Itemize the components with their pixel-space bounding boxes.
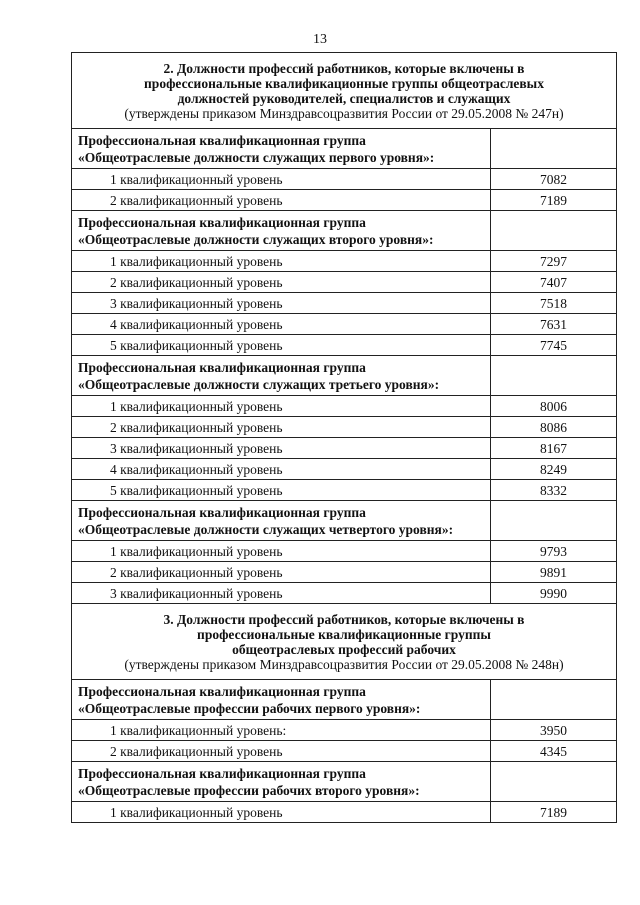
level-row (72, 541, 617, 562)
group-title-line: «Общеотраслевые должности служащих первого уровня»: (78, 150, 435, 165)
section-title-row (72, 604, 617, 680)
level-value: 9793 (491, 541, 617, 562)
group-title-line: «Общеотраслевые профессии рабочих первого уровня»: (78, 701, 421, 716)
level-value: 8332 (491, 480, 617, 501)
group-title (72, 501, 491, 541)
salary-table (71, 52, 617, 823)
section-title (72, 53, 617, 129)
section-title-line: профессиональные квалификационные группы общеотраслевых (144, 76, 544, 91)
section-approval-note: (утверждены приказом Минздравсоцразвития России от 29.05.2008 № 247н) (124, 106, 564, 121)
level-label: 5 квалификационный уровень (72, 480, 491, 501)
level-label: 2 квалификационный уровень (72, 190, 491, 211)
level-row (72, 417, 617, 438)
group-value-empty (491, 680, 617, 720)
level-row (72, 562, 617, 583)
group-header-row (72, 356, 617, 396)
group-title (72, 129, 491, 169)
level-row (72, 396, 617, 417)
level-value: 3950 (491, 720, 617, 741)
level-value: 7189 (491, 802, 617, 823)
section-approval-note: (утверждены приказом Минздравсоцразвития России от 29.05.2008 № 248н) (124, 657, 564, 672)
level-value: 7518 (491, 293, 617, 314)
page-number: 13 (313, 32, 327, 47)
table-body (72, 53, 617, 823)
group-header-row (72, 680, 617, 720)
level-row (72, 293, 617, 314)
level-label: 2 квалификационный уровень (72, 272, 491, 293)
level-value: 7297 (491, 251, 617, 272)
level-label: 4 квалификационный уровень (72, 459, 491, 480)
group-title (72, 762, 491, 802)
group-value-empty (491, 501, 617, 541)
section-title-line: общеотраслевых профессий рабочих (232, 642, 456, 657)
group-title-line: Профессиональная квалификационная группа (78, 684, 366, 699)
level-row (72, 741, 617, 762)
level-row (72, 251, 617, 272)
level-row (72, 720, 617, 741)
group-value-empty (491, 211, 617, 251)
level-value: 7631 (491, 314, 617, 335)
group-title-line: Профессиональная квалификационная группа (78, 766, 366, 781)
section-title (72, 604, 617, 680)
level-value: 9891 (491, 562, 617, 583)
group-header-row (72, 762, 617, 802)
level-value: 8249 (491, 459, 617, 480)
group-title-line: «Общеотраслевые должности служащих третьего уровня»: (78, 377, 440, 392)
level-label: 1 квалификационный уровень (72, 396, 491, 417)
level-value: 8086 (491, 417, 617, 438)
level-row (72, 272, 617, 293)
level-label: 1 квалификационный уровень (72, 251, 491, 272)
group-header-row (72, 129, 617, 169)
level-row (72, 459, 617, 480)
level-label: 3 квалификационный уровень (72, 583, 491, 604)
level-row (72, 583, 617, 604)
group-header-row (72, 501, 617, 541)
level-value: 7407 (491, 272, 617, 293)
level-row (72, 190, 617, 211)
level-label: 1 квалификационный уровень (72, 802, 491, 823)
group-title-line: «Общеотраслевые профессии рабочих второго уровня»: (78, 783, 420, 798)
level-value: 7745 (491, 335, 617, 356)
group-title-line: Профессиональная квалификационная группа (78, 133, 366, 148)
section-title-row (72, 53, 617, 129)
group-title (72, 356, 491, 396)
group-value-empty (491, 762, 617, 802)
group-value-empty (491, 356, 617, 396)
group-title-line: «Общеотраслевые должности служащих второго уровня»: (78, 232, 434, 247)
section-title-line: 3. Должности профессий работников, которые включены в (163, 612, 525, 627)
level-value: 8006 (491, 396, 617, 417)
level-row (72, 169, 617, 190)
level-label: 2 квалификационный уровень (72, 741, 491, 762)
group-value-empty (491, 129, 617, 169)
level-value: 7189 (491, 190, 617, 211)
level-label: 1 квалификационный уровень (72, 169, 491, 190)
level-label: 1 квалификационный уровень: (72, 720, 491, 741)
group-title (72, 211, 491, 251)
level-row (72, 438, 617, 459)
level-label: 1 квалификационный уровень (72, 541, 491, 562)
level-value: 7082 (491, 169, 617, 190)
group-header-row (72, 211, 617, 251)
level-label: 3 квалификационный уровень (72, 438, 491, 459)
level-label: 4 квалификационный уровень (72, 314, 491, 335)
level-value: 9990 (491, 583, 617, 604)
group-title-line: Профессиональная квалификационная группа (78, 215, 366, 230)
group-title-line: «Общеотраслевые должности служащих четвертого уровня»: (78, 522, 454, 537)
level-label: 3 квалификационный уровень (72, 293, 491, 314)
level-label: 2 квалификационный уровень (72, 562, 491, 583)
level-row (72, 335, 617, 356)
section-title-line: 2. Должности профессий работников, которые включены в (163, 61, 525, 76)
group-title (72, 680, 491, 720)
level-value: 8167 (491, 438, 617, 459)
level-label: 5 квалификационный уровень (72, 335, 491, 356)
level-row (72, 802, 617, 823)
section-title-line: должностей руководителей, специалистов и служащих (177, 91, 511, 106)
section-title-line: профессиональные квалификационные группы (197, 627, 491, 642)
level-value: 4345 (491, 741, 617, 762)
group-title-line: Профессиональная квалификационная группа (78, 360, 366, 375)
level-row (72, 314, 617, 335)
level-row (72, 480, 617, 501)
group-title-line: Профессиональная квалификационная группа (78, 505, 366, 520)
level-label: 2 квалификационный уровень (72, 417, 491, 438)
